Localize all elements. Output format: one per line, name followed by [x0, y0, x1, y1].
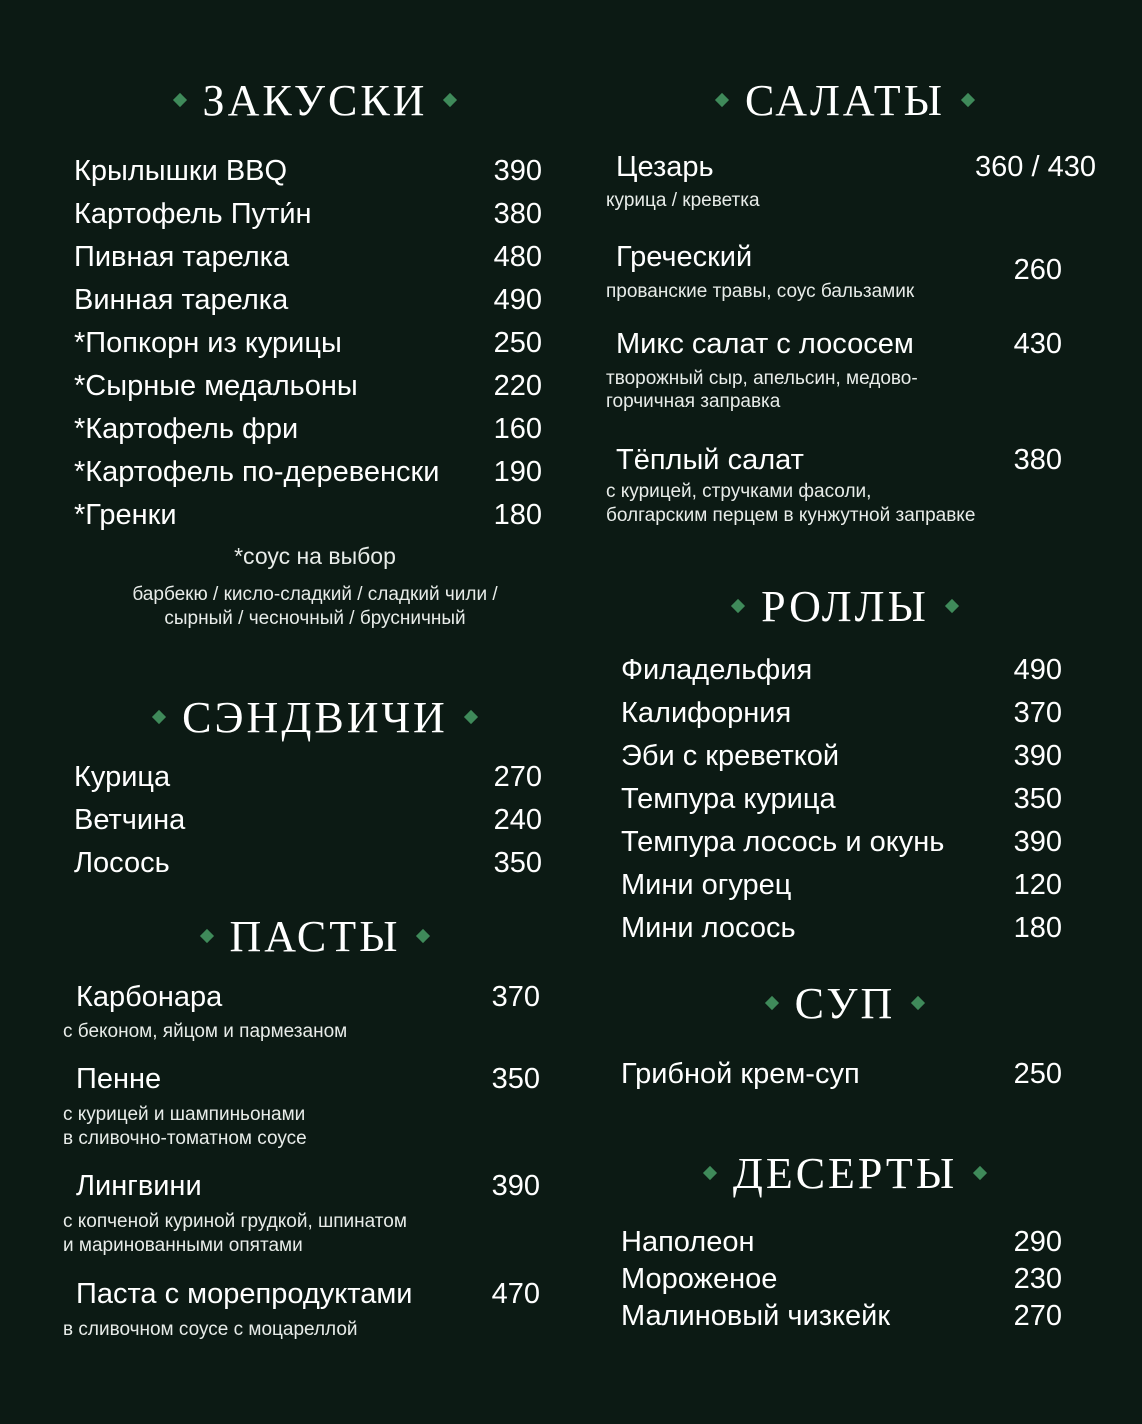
sauce-options-line: сырный / чесночный / брусничный — [164, 608, 466, 629]
section-title-text: СЭНДВИЧИ — [182, 692, 448, 742]
item-description: в сливочно-томатном соусе — [63, 1128, 307, 1149]
item-price: 350 — [491, 1063, 540, 1095]
item-description: с курицей, стручками фасоли, — [606, 481, 872, 502]
item-description: прованские травы, соус бальзамик — [606, 281, 915, 302]
menu-item — [76, 980, 540, 1014]
menu-item — [621, 1262, 1062, 1296]
menu-item — [616, 443, 1062, 477]
item-name: Курица — [74, 761, 171, 793]
section-title-text: ПАСТЫ — [229, 911, 401, 961]
item-name: Грибной крем-суп — [621, 1058, 860, 1090]
item-price: 350 — [493, 847, 542, 879]
item-price: 240 — [493, 804, 542, 836]
item-price: 190 — [493, 456, 542, 488]
item-description: творожный сыр, апельсин, медово- — [606, 368, 918, 389]
diamond-icon — [945, 599, 959, 613]
item-price: 390 — [1013, 740, 1062, 772]
section-title-text: РОЛЛЫ — [761, 581, 929, 631]
item-description: болгарским перцем в кунжутной заправке — [606, 505, 976, 526]
menu-item — [621, 911, 1062, 945]
item-price: 390 — [491, 1170, 540, 1202]
menu-item — [74, 498, 542, 532]
menu-item — [74, 283, 542, 317]
item-name: Винная тарелка — [74, 284, 289, 316]
menu-item — [621, 782, 1062, 816]
item-name: Тёплый салат — [616, 444, 804, 476]
diamond-icon — [199, 929, 213, 943]
item-price: 360 / 430 — [975, 151, 1096, 183]
item-name: Калифорния — [621, 697, 792, 729]
item-price: 380 — [1013, 444, 1062, 476]
diamond-icon — [765, 996, 779, 1010]
item-name: Мини лосось — [621, 912, 796, 944]
diamond-icon — [911, 996, 925, 1010]
item-price: 220 — [493, 370, 542, 402]
item-price: 120 — [1013, 869, 1062, 901]
menu-item — [621, 825, 1062, 859]
menu-item — [74, 197, 542, 231]
menu-item — [74, 412, 542, 446]
item-name: Лингвини — [76, 1170, 202, 1202]
item-price: 430 — [1013, 328, 1062, 360]
item-price: 390 — [1013, 826, 1062, 858]
item-name: Картофель Пути́н — [74, 198, 312, 230]
menu-item — [76, 1169, 540, 1203]
item-price: 380 — [493, 198, 542, 230]
item-price: 390 — [493, 155, 542, 187]
item-price: 490 — [1013, 654, 1062, 686]
menu-item — [74, 326, 542, 360]
item-name: Темпура курица — [621, 783, 836, 815]
section-title-text: ДЕСЕРТЫ — [732, 1148, 958, 1198]
sauce-note-title: *соус на выбор — [234, 543, 396, 569]
item-name: *Попкорн из курицы — [74, 327, 342, 359]
item-name: Эби с креветкой — [621, 740, 840, 772]
item-name: Ветчина — [74, 804, 186, 836]
menu-item — [76, 1277, 540, 1311]
item-name: Наполеон — [621, 1226, 755, 1258]
item-price: 250 — [493, 327, 542, 359]
item-name: Цезарь — [616, 151, 714, 183]
menu-item — [74, 369, 542, 403]
menu-item — [621, 1057, 1062, 1091]
menu-item — [621, 696, 1062, 730]
item-price: 290 — [1013, 1226, 1062, 1258]
item-name: Греческий — [616, 241, 753, 273]
section-title-desserts — [590, 1145, 1100, 1201]
diamond-icon — [172, 93, 186, 107]
item-name: Пенне — [76, 1063, 162, 1095]
menu-item — [74, 803, 542, 837]
item-description: с копченой куриной грудкой, шпинатом — [63, 1211, 407, 1232]
item-price: 180 — [493, 499, 542, 531]
menu-item — [621, 653, 1062, 687]
item-price: 350 — [1013, 783, 1062, 815]
item-name: Крылышки BBQ — [74, 155, 288, 187]
item-name: *Картофель по-деревенски — [74, 456, 440, 488]
section-title-soup — [590, 975, 1100, 1031]
menu-item — [74, 455, 542, 489]
diamond-icon — [731, 599, 745, 613]
diamond-icon — [152, 710, 166, 724]
item-price: 270 — [1013, 1300, 1062, 1332]
item-price: 490 — [493, 284, 542, 316]
section-title-pasta — [60, 908, 570, 964]
menu-item — [621, 868, 1062, 902]
menu-item — [74, 760, 542, 794]
item-price: 370 — [1013, 697, 1062, 729]
section-title-sandwiches — [60, 689, 570, 745]
item-price: 230 — [1013, 1263, 1062, 1295]
item-name: Мини огурец — [621, 869, 792, 901]
item-price: 160 — [493, 413, 542, 445]
diamond-icon — [973, 1166, 987, 1180]
item-description: курица / креветка — [606, 190, 760, 211]
item-name: Филадельфия — [621, 654, 813, 686]
menu-item — [616, 327, 1062, 361]
diamond-icon — [443, 93, 457, 107]
diamond-icon — [464, 710, 478, 724]
sauce-options-line: барбекю / кисло-сладкий / сладкий чили / — [132, 584, 498, 605]
diamond-icon — [416, 929, 430, 943]
diamond-icon — [715, 93, 729, 107]
menu-item — [621, 1225, 1062, 1259]
item-name: *Сырные медальоны — [74, 370, 358, 402]
menu-item — [621, 1299, 1062, 1333]
item-description: в сливочном соусе с моцареллой — [63, 1319, 358, 1340]
item-description: с беконом, яйцом и пармезаном — [63, 1021, 348, 1042]
menu-item — [74, 154, 542, 188]
item-name: Микс салат с лососем — [616, 328, 914, 360]
item-price: 470 — [491, 1278, 540, 1310]
menu-item — [616, 150, 1096, 184]
section-title-salads — [590, 72, 1100, 128]
item-price: 250 — [1013, 1058, 1062, 1090]
menu-item — [616, 240, 1062, 286]
menu-item — [74, 240, 542, 274]
diamond-icon — [703, 1166, 717, 1180]
item-description: и маринованными опятами — [63, 1235, 303, 1256]
item-price: 260 — [1013, 254, 1062, 286]
diamond-icon — [961, 93, 975, 107]
item-name: Мороженое — [621, 1263, 778, 1295]
item-description: горчичная заправка — [606, 391, 781, 412]
section-title-text: САЛАТЫ — [745, 75, 945, 125]
section-title-text: ЗАКУСКИ — [202, 75, 428, 125]
item-name: Лосось — [74, 847, 170, 879]
item-name: *Гренки — [74, 499, 177, 531]
item-price: 180 — [1013, 912, 1062, 944]
menu-item — [621, 739, 1062, 773]
menu-item — [76, 1062, 540, 1096]
item-name: *Картофель фри — [74, 413, 299, 445]
item-description: с курицей и шампиньонами — [63, 1104, 306, 1125]
item-name: Малиновый чизкейк — [621, 1300, 891, 1332]
section-title-zakuski — [60, 72, 570, 128]
menu-item — [74, 846, 542, 880]
item-name: Карбонара — [76, 981, 223, 1013]
item-name: Паста с морепродуктами — [76, 1278, 413, 1310]
item-price: 270 — [493, 761, 542, 793]
section-title-rolls — [590, 578, 1100, 634]
section-title-text: СУП — [794, 978, 896, 1028]
item-name: Темпура лосось и окунь — [621, 826, 945, 858]
item-name: Пивная тарелка — [74, 241, 290, 273]
item-price: 370 — [491, 981, 540, 1013]
item-price: 480 — [493, 241, 542, 273]
